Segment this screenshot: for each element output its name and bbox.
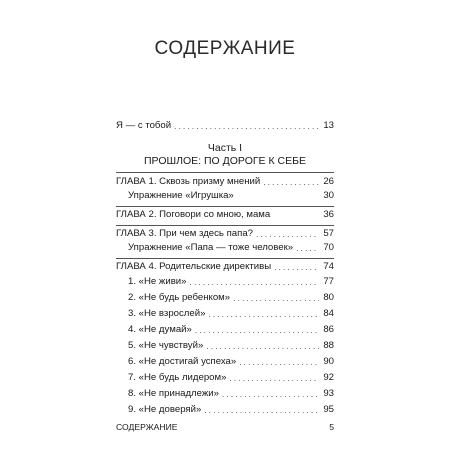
leader-dots bbox=[263, 177, 319, 188]
toc-entry-page: 70 bbox=[323, 242, 334, 253]
toc-entry-label: Я — с тобой bbox=[116, 120, 172, 131]
toc-entry-page: 92 bbox=[323, 372, 334, 383]
leader-dots bbox=[195, 325, 319, 336]
toc-entry-page: 86 bbox=[323, 324, 334, 335]
toc-entry-label: Упражнение «Папа — тоже человек» bbox=[128, 242, 294, 253]
toc-entry-chapter-3-exercise[interactable] bbox=[128, 240, 334, 254]
toc-entry-chapter-3[interactable] bbox=[116, 226, 334, 240]
leader-dots bbox=[233, 293, 319, 304]
part-title: ПРОШЛОЕ: ПО ДОРОГЕ К СЕБЕ bbox=[144, 155, 306, 167]
toc-entry-directive-3[interactable] bbox=[128, 306, 334, 320]
toc-entry-label: Упражнение «Игрушка» bbox=[128, 190, 234, 201]
toc-entry-page: 30 bbox=[323, 190, 334, 201]
leader-dots bbox=[222, 389, 319, 400]
toc-entry-page: 57 bbox=[323, 228, 334, 239]
toc-entry-label: ГЛАВА 4. Родительские директивы bbox=[116, 261, 272, 272]
toc-entry-page: 93 bbox=[323, 388, 334, 399]
page-number: 5 bbox=[329, 422, 334, 432]
toc-entry-label: ГЛАВА 2. Поговори со мною, мама bbox=[116, 209, 271, 220]
toc-entry-page: 74 bbox=[323, 261, 334, 272]
leader-dots bbox=[204, 405, 319, 416]
leader-dots bbox=[229, 373, 319, 384]
leader-dots bbox=[239, 357, 319, 368]
toc-entry-page: 77 bbox=[323, 276, 334, 287]
leader-dots bbox=[296, 243, 319, 254]
toc-entry-page: 90 bbox=[323, 356, 334, 367]
toc-entry-label: ГЛАВА 1. Сквозь призму мнений bbox=[116, 176, 261, 187]
section-rule bbox=[116, 172, 334, 173]
toc-entry-directive-8[interactable] bbox=[128, 386, 334, 400]
leader-dots bbox=[174, 121, 319, 132]
running-title: СОДЕРЖАНИЕ bbox=[116, 422, 178, 432]
toc-entry-chapter-1[interactable] bbox=[116, 174, 334, 188]
toc-entry-page: 84 bbox=[323, 308, 334, 319]
toc-entry-label: 3. «Не взрослей» bbox=[128, 308, 206, 319]
page-title: СОДЕРЖАНИЕ bbox=[154, 38, 296, 59]
toc-entry-chapter-1-exercise[interactable] bbox=[128, 188, 334, 202]
toc-entry-directive-9[interactable] bbox=[128, 402, 334, 416]
toc-entry-label: 7. «Не будь лидером» bbox=[128, 372, 227, 383]
toc-entry-label: ГЛАВА 3. При чем здесь папа? bbox=[116, 228, 253, 239]
toc-entry-label: 6. «Не достигай успеха» bbox=[128, 356, 237, 367]
toc-entry-page: 13 bbox=[323, 120, 334, 131]
toc-entry-label: 2. «Не будь ребенком» bbox=[128, 292, 231, 303]
toc-entry-directive-2[interactable] bbox=[128, 290, 334, 304]
toc-entry-chapter-4[interactable] bbox=[116, 259, 334, 273]
toc-entry-directive-5[interactable] bbox=[128, 338, 334, 352]
leader-dots bbox=[206, 341, 319, 352]
toc-entry-label: 5. «Не чувствуй» bbox=[128, 340, 204, 351]
toc-entry-directive-6[interactable] bbox=[128, 354, 334, 368]
toc-entry-page: 95 bbox=[323, 404, 334, 415]
toc-entry-chapter-2[interactable] bbox=[116, 207, 334, 221]
toc-entry-page: 36 bbox=[323, 209, 334, 220]
toc-entry-page: 88 bbox=[323, 340, 334, 351]
leader-dots bbox=[208, 309, 319, 320]
toc-entry-directive-4[interactable] bbox=[128, 322, 334, 336]
toc-entry-label: 4. «Не думай» bbox=[128, 324, 192, 335]
leader-dots bbox=[256, 229, 319, 240]
toc-entry-label: 8. «Не принадлежи» bbox=[128, 388, 219, 399]
part-number: Часть I bbox=[207, 142, 243, 154]
toc-entry-label: 9. «Не доверяй» bbox=[128, 404, 202, 415]
toc-entry-directive-1[interactable] bbox=[128, 274, 334, 288]
toc-entry-intro[interactable] bbox=[116, 118, 334, 132]
leader-dots bbox=[190, 277, 320, 288]
toc-entry-page: 26 bbox=[323, 176, 334, 187]
toc-entry-directive-7[interactable] bbox=[128, 370, 334, 384]
toc-entry-label: 1. «Не живи» bbox=[128, 276, 187, 287]
leader-dots bbox=[274, 262, 319, 273]
toc-entry-page: 80 bbox=[323, 292, 334, 303]
